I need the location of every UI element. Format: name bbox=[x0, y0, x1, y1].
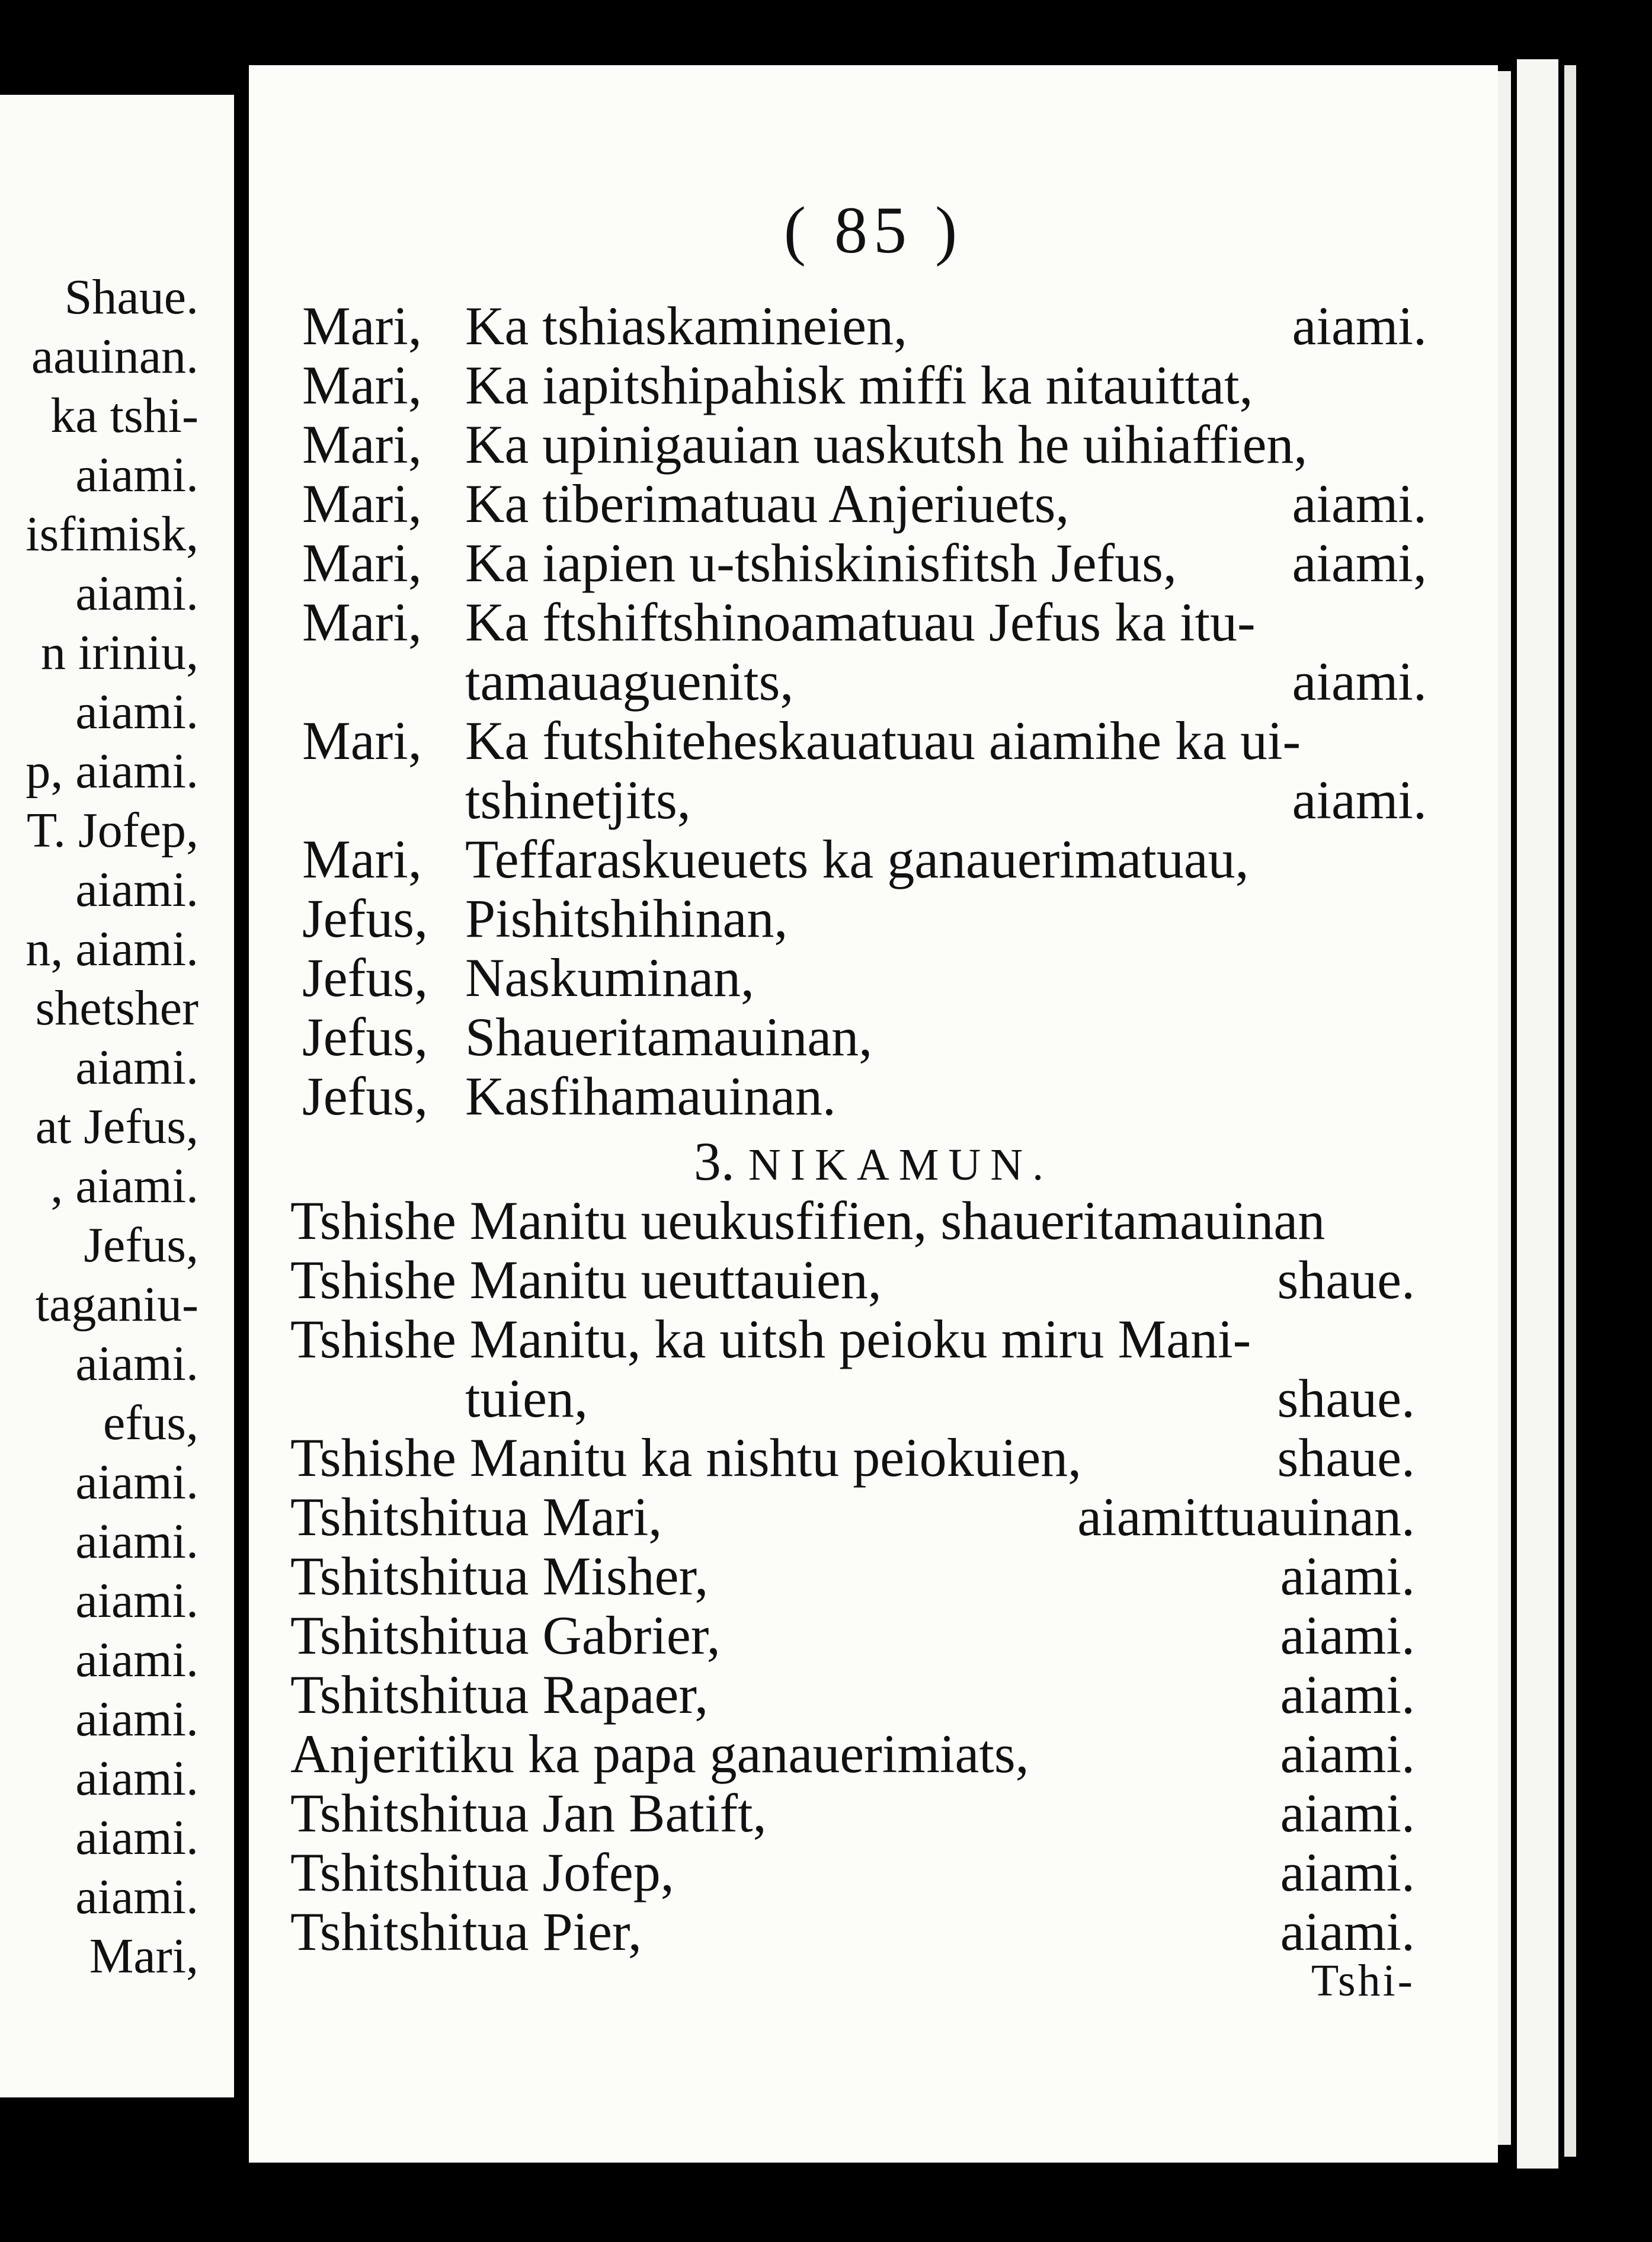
left-page-line: efus, bbox=[103, 1395, 199, 1450]
litany-row bbox=[249, 1066, 1498, 1126]
left-page bbox=[0, 95, 234, 2097]
litany-name: Mari, bbox=[302, 355, 422, 415]
left-page-line: aiami. bbox=[75, 1573, 199, 1628]
left-page-line: aauinan. bbox=[31, 329, 199, 384]
nikamun-text: Tshishe Manitu ka nishtu peiokuien, bbox=[290, 1427, 1082, 1488]
litany-name: Mari, bbox=[302, 296, 422, 356]
litany-row bbox=[249, 415, 1498, 474]
page-edge bbox=[1564, 65, 1576, 2157]
right-page bbox=[249, 65, 1498, 2163]
litany-text: Kasfihamauinan. bbox=[465, 1066, 836, 1126]
left-page-line: aiami. bbox=[75, 1514, 199, 1569]
nikamun-text: Tshitshitua Rapaer, bbox=[290, 1664, 709, 1725]
litany-text: Ka ftshiftshinoamatuau Jefus ka itu- bbox=[465, 592, 1256, 652]
nikamun-row bbox=[249, 1250, 1498, 1309]
nikamun-row bbox=[249, 1665, 1498, 1724]
litany-row bbox=[249, 592, 1498, 652]
litany-text: Ka tiberimatuau Anjeriuets, bbox=[465, 473, 1070, 534]
nikamun-end: aiami. bbox=[1280, 1901, 1415, 1962]
left-page-line: , aiami. bbox=[50, 1158, 199, 1213]
section-number: 3. bbox=[693, 1131, 735, 1192]
left-page-line: Jefus, bbox=[84, 1218, 199, 1273]
litany-text: Teffaraskueuets ka ganauerimatuau, bbox=[465, 829, 1249, 889]
left-page-line: p, aiami. bbox=[25, 744, 199, 799]
litany-text: Ka tshiaskamineien, bbox=[465, 296, 908, 356]
left-page-line: aiami. bbox=[75, 1632, 199, 1687]
nikamun-text: Tshitshitua Gabrier, bbox=[290, 1605, 721, 1666]
litany-end: aiami. bbox=[1292, 296, 1427, 356]
nikamun-end: aiami. bbox=[1280, 1724, 1415, 1784]
litany-row bbox=[249, 711, 1498, 770]
litany-text: Ka iapitshipahisk miffi ka nitauittat, bbox=[465, 355, 1253, 415]
left-page-line: aiami. bbox=[75, 1040, 199, 1095]
nikamun-row bbox=[249, 1606, 1498, 1665]
nikamun-text: Tshishe Manitu ueuttauien, bbox=[290, 1250, 882, 1310]
litany-row bbox=[249, 296, 1498, 355]
left-page-line: taganiu- bbox=[35, 1277, 199, 1332]
nikamun-text: Anjeritiku ka papa ganauerimiats, bbox=[290, 1724, 1029, 1784]
litany-text: tamauaguenits, bbox=[465, 651, 794, 712]
nikamun-text: tuien, bbox=[465, 1368, 588, 1429]
litany-name: Mari, bbox=[302, 829, 422, 889]
litany-row bbox=[249, 1007, 1498, 1066]
litany-row bbox=[249, 770, 1498, 829]
nikamun-text: Tshitshitua Jan Batift, bbox=[290, 1783, 767, 1843]
litany-text: Ka upinigauian uaskutsh he uihiaffien, bbox=[465, 414, 1308, 475]
litany-end: aiami, bbox=[1292, 533, 1427, 593]
left-page-line: ka tshi- bbox=[50, 388, 199, 443]
nikamun-text: Tshitshitua Pier, bbox=[290, 1901, 642, 1962]
litany-name: Jefus, bbox=[302, 1066, 428, 1126]
section-heading bbox=[249, 1132, 1498, 1194]
left-page-line: aiami. bbox=[75, 862, 199, 917]
nikamun-row bbox=[249, 1902, 1498, 1961]
nikamun-end: aiami. bbox=[1280, 1605, 1415, 1666]
litany-row bbox=[249, 889, 1498, 948]
litany-name: Mari, bbox=[302, 533, 422, 593]
litany-text: tshinetjits, bbox=[465, 770, 691, 830]
nikamun-text: Tshitshitua Misher, bbox=[290, 1546, 709, 1606]
page-number: ( 85 ) bbox=[783, 194, 963, 267]
page-edge bbox=[1517, 59, 1558, 2169]
litany-text: Naskuminan, bbox=[465, 947, 755, 1008]
left-page-line: Shaue. bbox=[64, 270, 199, 325]
litany-name: Mari, bbox=[302, 414, 422, 475]
litany-name: Jefus, bbox=[302, 1007, 428, 1067]
left-page-line: T. Jofep, bbox=[26, 803, 199, 858]
left-page-line: aiami. bbox=[75, 1751, 199, 1806]
left-page-line: aiami. bbox=[75, 566, 199, 621]
litany-text: Ka futshiteheskauatuau aiamihe ka ui- bbox=[465, 710, 1301, 771]
nikamun-text: Tshishe Manitu, ka uitsh peioku miru Mani- bbox=[290, 1309, 1251, 1369]
litany-row bbox=[249, 948, 1498, 1007]
left-page-line: isfimisk, bbox=[25, 507, 199, 562]
left-page-line: aiami. bbox=[75, 447, 199, 502]
litany-row bbox=[249, 355, 1498, 415]
litany-row bbox=[249, 829, 1498, 889]
nikamun-end: aiami. bbox=[1280, 1783, 1415, 1843]
litany-text: Shaueritamauinan, bbox=[465, 1007, 873, 1067]
nikamun-end: shaue. bbox=[1277, 1368, 1415, 1429]
nikamun-end: shaue. bbox=[1277, 1427, 1415, 1488]
nikamun-row bbox=[249, 1428, 1498, 1487]
catchword: Tshi- bbox=[1311, 1956, 1415, 2006]
left-page-line: aiami. bbox=[75, 1869, 199, 1924]
section-title: NIKAMUN. bbox=[748, 1140, 1054, 1190]
litany-name: Jefus, bbox=[302, 947, 428, 1008]
nikamun-end: aiami. bbox=[1280, 1546, 1415, 1606]
nikamun-end: aiamittuauinan. bbox=[1077, 1487, 1415, 1547]
left-page-line: aiami. bbox=[75, 684, 199, 739]
left-page-line: at Jefus, bbox=[35, 1099, 199, 1154]
litany-end: aiami. bbox=[1292, 473, 1427, 534]
litany-row bbox=[249, 652, 1498, 711]
left-page-line: shetsher bbox=[35, 981, 199, 1036]
nikamun-row bbox=[249, 1783, 1498, 1843]
litany-row bbox=[249, 474, 1498, 533]
nikamun-row bbox=[249, 1546, 1498, 1606]
left-page-line: aiami. bbox=[75, 1455, 199, 1510]
nikamun-end: aiami. bbox=[1280, 1842, 1415, 1903]
litany-name: Mari, bbox=[302, 592, 422, 652]
nikamun-text: Tshitshitua Mari, bbox=[290, 1487, 662, 1547]
litany-row bbox=[249, 533, 1498, 592]
nikamun-end: shaue. bbox=[1277, 1250, 1415, 1310]
litany-text: Pishitshihinan, bbox=[465, 888, 788, 949]
litany-text: Ka iapien u-tshiskinisfitsh Jefus, bbox=[465, 533, 1177, 593]
nikamun-text: Tshishe Manitu ueukusfifien, shaueritamauinan bbox=[290, 1190, 1326, 1251]
litany-name: Jefus, bbox=[302, 888, 428, 949]
nikamun-row bbox=[249, 1843, 1498, 1902]
left-page-line: aiami. bbox=[75, 1692, 199, 1747]
nikamun-row bbox=[249, 1724, 1498, 1783]
nikamun-row bbox=[249, 1309, 1498, 1369]
nikamun-text: Tshitshitua Jofep, bbox=[290, 1842, 674, 1903]
litany-name: Mari, bbox=[302, 710, 422, 771]
nikamun-end: aiami. bbox=[1280, 1664, 1415, 1725]
litany-end: aiami. bbox=[1292, 651, 1427, 712]
left-page-line: n, aiami. bbox=[25, 921, 199, 976]
left-page-line: aiami. bbox=[75, 1336, 199, 1391]
nikamun-row bbox=[249, 1487, 1498, 1546]
nikamun-row bbox=[249, 1369, 1498, 1428]
nikamun-row bbox=[249, 1191, 1498, 1250]
litany-name: Mari, bbox=[302, 473, 422, 534]
litany-end: aiami. bbox=[1292, 770, 1427, 830]
left-page-line: aiami. bbox=[75, 1810, 199, 1865]
left-page-line: Mari, bbox=[89, 1929, 199, 1984]
left-page-line: n iriniu, bbox=[41, 625, 199, 680]
